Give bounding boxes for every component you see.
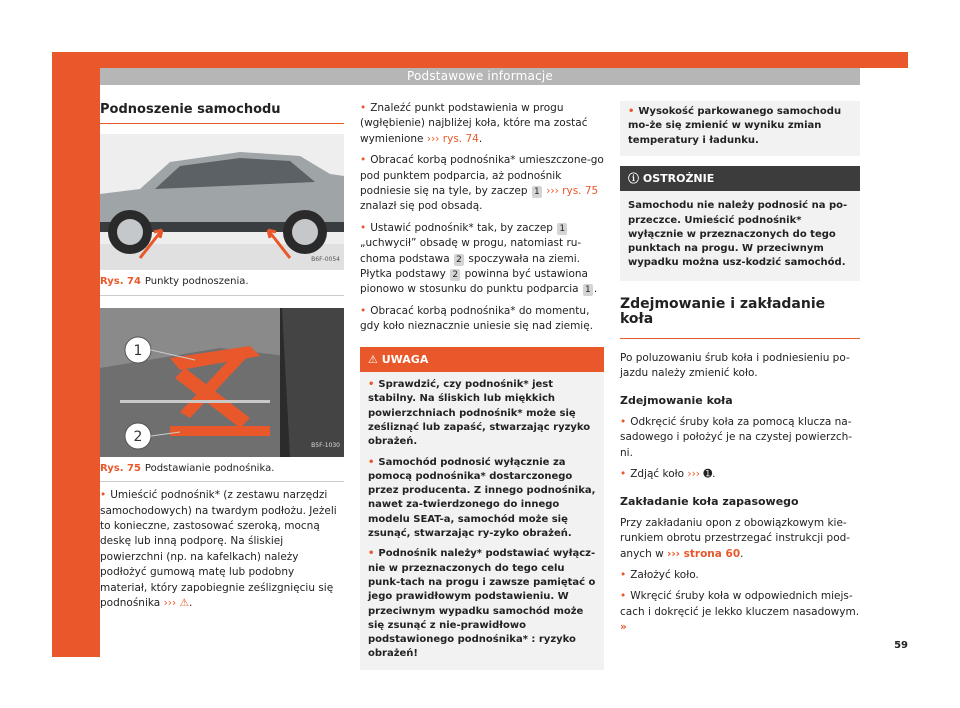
- subheading: Zakładanie koła zapasowego: [620, 495, 799, 509]
- caution-box: [620, 166, 860, 281]
- instruction-bullet: [360, 153, 604, 215]
- page-frame: [52, 52, 908, 660]
- callout-number: 2: [450, 269, 460, 281]
- page-number: 59: [894, 640, 908, 651]
- instruction-bullet: • Zdjąć koło ››› ➊.: [620, 467, 860, 482]
- column-left: [100, 95, 344, 611]
- instruction-bullet: [360, 304, 604, 335]
- caution-header: [620, 166, 860, 191]
- figure-jack: [100, 308, 344, 457]
- section-header: Podstawowe informacje: [100, 68, 860, 85]
- figure-code: B6F-0054: [311, 256, 340, 263]
- callout-number: 1: [557, 223, 567, 235]
- instruction-bullet: [620, 589, 860, 635]
- bullet-text: Znaleźć punkt podstawienia w progu (wgłębienie) najbliżej koła, które ma zostać wymienione: [360, 102, 588, 145]
- instruction-bullet: • Znaleźć punkt podstawienia w progu (wgłębienie) najbliżej koła, które ma zostać wymienione ››› rys. 74.: [360, 101, 604, 147]
- cross-ref-link[interactable]: ››› strona 60: [667, 547, 741, 560]
- paragraph-text: Przy zakładaniu opon z obowiązkowym kie-runkiem obrotu przestrzegać instrukcji pod-anych w: [620, 516, 851, 560]
- warning-triangle-icon: ⚠: [368, 352, 378, 366]
- callout-number: 1: [583, 284, 593, 296]
- callout-2: 2: [133, 428, 143, 445]
- figure-caption: [100, 461, 344, 482]
- figure-label: Rys. 75: [100, 462, 141, 474]
- jack-illustration: [100, 308, 344, 457]
- bullet-text: Ustawić podnośnik* tak, by zaczep: [370, 221, 553, 234]
- figure-caption: [100, 274, 344, 295]
- bullet-text: znalazł się pod obsadą.: [360, 200, 483, 213]
- callout-number: 2: [454, 254, 464, 266]
- warning-box: [360, 347, 604, 670]
- caution-body: Samochodu nie należy podnosić na po-przeczce. Umieścić podnośnik* wyłącznie w przeznaczonych do tego punktach na progu. W przeciwnym wypadku można usz-kodzić samochód.: [628, 200, 848, 269]
- figure-caption-text: Punkty podnoszenia.: [144, 276, 249, 288]
- instruction-bullet: • Umieścić podnośnik* (z zestawu narzędzi samochodowych) na twardym podłożu. Jeżeli to konieczne, zastosować szeroką, mocną deskę lub inną podporę. Na śliskiej powierzchni (np. na kafelkach) należy podłożyć gumową matę lub podobny materiał, który zapobiegnie ześlizgnięciu się podnośnika ››› ⚠.: [100, 488, 344, 611]
- instruction-bullet: • Założyć koło.: [620, 568, 860, 583]
- figure-caption-text: Podstawianie podnośnika.: [144, 462, 275, 474]
- warning-title: UWAGA: [381, 352, 429, 366]
- warning-item: • Sprawdzić, czy podnośnik* jest stabilny. Na śliskich lub miękkich powierzchniach podnośnik* może się ześliznąć lub zapaść, stwarzając ryzyko obrażeń.: [368, 378, 596, 449]
- warning-triangle-icon: ⚠: [179, 597, 189, 610]
- note-text: • Wysokość parkowanego samochodu mo-że się zmienić w wyniku zmian temperatury i ładunku.: [628, 105, 852, 148]
- continue-marker: »: [620, 621, 627, 634]
- bullet-text: Umieścić podnośnik* (z zestawu narzędzi samochodowych) na twardym podłożu. Jeżeli to konieczne, zastosować szeroką, mocną deskę lub inną podporę. Na śliskiej powierzchni (np. na kafelkach) należy podłożyć gumową matę lub podobny materiał, który zapobiegnie ześlizgnięciu się podnośnika: [100, 489, 337, 610]
- section-heading: Zdejmowanie i zakładanie koła: [620, 297, 860, 339]
- warning-item: • Podnośnik należy* podstawiać wyłącz-nie w przeznaczonych do tego celu punk-tach na progu i zawsze pamiętać o jego prawidłowym podstawieniu. W przeciwnym wypadku samochód może się zsunąć z nie-prawidłowo podstawionego podnośnika* : ryzyko obrażeń!: [368, 547, 596, 661]
- subheading: Zdejmowanie koła: [620, 394, 733, 408]
- bullet-text: powinna być ustawiona pionowo w stosunku do punktu podparcia: [360, 268, 588, 296]
- page-content: [100, 68, 910, 660]
- reference-circle-icon: ➊: [703, 468, 713, 481]
- bullet-text: Zdjąć koło: [630, 468, 685, 481]
- bullet-text: spoczywała na ziemi. Płytka podstawy: [360, 252, 580, 281]
- instruction-bullet: • Ustawić podnośnik* tak, by zaczep 1 „uchwycił” obsadę w progu, natomiast ru-choma podstawa 2 spoczywała na ziemi. Płytka podstawy 2 powinna być ustawiona pionowo w stosunku do punktu podparcia 1 .: [360, 221, 604, 298]
- bullet-text: „uchwycił” obsadę w progu, natomiast ru-choma podstawa: [360, 237, 582, 265]
- note-box: [620, 101, 860, 156]
- figure-code: B5F-1030: [311, 442, 340, 450]
- cross-ref-link[interactable]: ››› rys. 74: [426, 132, 479, 145]
- column-right: [620, 101, 860, 636]
- column-middle: [360, 101, 604, 670]
- cross-ref-link[interactable]: ›››: [687, 468, 701, 481]
- figure-lifting-points: [100, 134, 344, 270]
- section-heading: Podnoszenie samochodu: [100, 102, 344, 124]
- car-illustration: [100, 134, 344, 270]
- callout-number: 1: [532, 186, 542, 198]
- figure-label: Rys. 74: [100, 276, 141, 288]
- bullet-text: Obracać korbą podnośnika* do momentu, gdy koło nieznacznie uniesie się nad ziemię.: [360, 304, 594, 333]
- warning-item: • Samochód podnosić wyłącznie za pomocą podnośnika* dostarczonego przez producenta. Z innego podnośnika, nawet za-twierdzonego do innego modelu SEAT-a, samochód może się zsunąć, stwarzając ry-zyko obrażeń.: [368, 456, 596, 542]
- cross-ref-link[interactable]: ››› rys. 75: [546, 185, 599, 198]
- intro-paragraph: Po poluzowaniu śrub koła i podniesieniu po-jazdu należy zmienić koło.: [620, 351, 850, 379]
- instruction-bullet: • Odkręcić śruby koła za pomocą klucza na-sadowego i położyć je na czystej powierzch-ni.: [620, 415, 860, 461]
- caution-title: OSTROŻNIE: [642, 171, 715, 185]
- paragraph: Przy zakładaniu opon z obowiązkowym kie-runkiem obrotu przestrzegać instrukcji pod-anych w ››› strona 60.: [620, 516, 851, 560]
- callout-1: 1: [133, 342, 143, 359]
- cross-ref-link[interactable]: ›››: [163, 597, 177, 610]
- warning-body: [360, 372, 604, 670]
- bullet-text: Wkręcić śruby koła w odpowiednich miejs-cach i dokręcić je lekko kluczem nasadowym.: [620, 590, 860, 618]
- bullet-text: Obracać korbą podnośnika* umieszczone-go pod punktem podparcia, aż podnośnik podniesie się na tyle, by zaczep: [360, 154, 604, 198]
- info-circle-icon: ⓘ: [628, 171, 639, 185]
- warning-header: [360, 347, 604, 372]
